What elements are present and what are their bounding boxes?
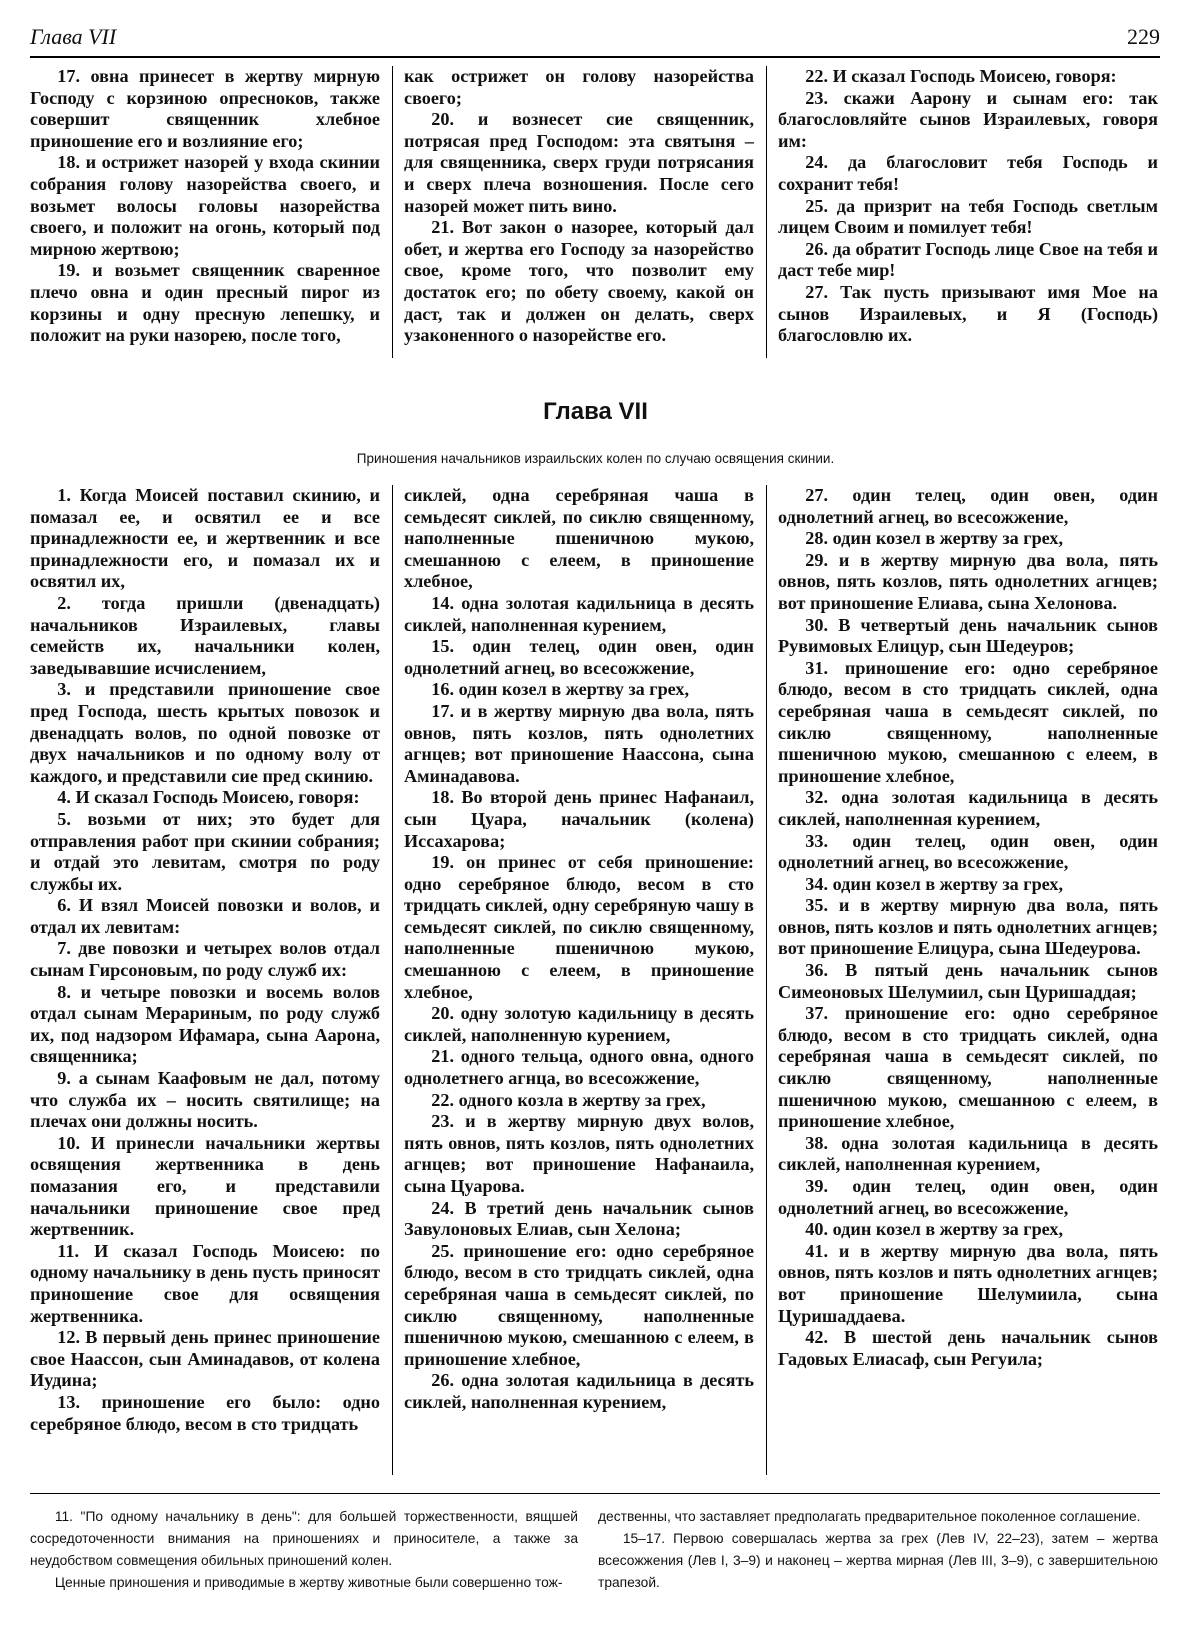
- chapter-summary: Приношения начальников израильских колен по случаю освящения скинии.: [356, 451, 835, 466]
- main-column-1: [30, 485, 380, 1435]
- verse: 39. один телец, один овен, один однолетний агнец, во всесожжение,: [778, 1176, 1158, 1218]
- main-column-2: [404, 485, 754, 1414]
- verse: 17. и в жертву мирную два вола, пять овнов, пять козлов, пять однолетних агнцев; вот приношение Наассона, сына Аминадавова.: [404, 700, 754, 786]
- verse: 3. и представили приношение свое пред Господа, шесть крытых повозок и двенадцать волов, по одной повозке от двух начальников и по одному волу от каждого, и представили сие пред скинию.: [30, 679, 380, 786]
- top-column-1: [30, 66, 380, 347]
- verse: 33. один телец, один овен, один однолетний агнец, во всесожжение,: [778, 830, 1158, 873]
- column-divider: [392, 485, 393, 1475]
- verse: 15. один телец, один овен, один однолетний агнец, во всесожжение,: [404, 636, 754, 678]
- top-column-2: [404, 66, 754, 347]
- verse: 21. одного тельца, одного овна, одного однолетнего агнца, во всесожжение,: [404, 1046, 754, 1089]
- verse: 27. Так пусть призывают имя Мое на сынов Израилевых, и Я (Господь) благословлю их.: [778, 281, 1158, 346]
- verse: 4. И сказал Господь Моисею, говоря:: [57, 787, 360, 808]
- verse: 36. В пятый день начальник сынов Симеоновых Шелумиил, сын Цуришаддая;: [778, 960, 1158, 1002]
- verse-continuation: сиклей, одна серебряная чаша в семьдесят сиклей, по сиклю священному, наполненные пшеничною мукою, смешанною с елеем, в приношение хлебное,: [404, 485, 754, 592]
- verse: 18. Во второй день принес Нафанаил, сын Цуара, начальник (колена) Иссахарова;: [404, 787, 754, 851]
- verse: 38. одна золотая кадильница в десять сиклей, наполненная курением,: [778, 1132, 1158, 1175]
- running-head-chapter: Глава VII: [30, 24, 117, 49]
- verse: 20. и вознесет сие священник, потрясая пред Господом: эта святыня – для священника, сверх груди потрясания и сверх плеча возношения. После сего назорей может пить вино.: [404, 109, 754, 216]
- verse: 40. один козел в жертву за грех,: [805, 1219, 1064, 1240]
- footnote: 15–17. Первою совершалась жертва за грех (Лев IV, 22–23), затем – жертва всесожжения (Лев I, 3–9) и наконец – жертва мирная (Лев III, 3–9), с завершительною трапезой.: [598, 1531, 1158, 1590]
- verse: 2. тогда пришли (двенадцать) начальников Израилевых, главы семейств их, начальники колен, заведывавшие исчислением,: [30, 592, 380, 678]
- verse: 10. И принесли начальники жертвы освящения жертвенника в день помазания его, и представили начальники приношение свое пред жертвенник.: [30, 1132, 380, 1240]
- column-divider: [766, 485, 767, 1475]
- verse: 28. один козел в жертву за грех,: [805, 528, 1064, 549]
- footnotes-left: [30, 1506, 578, 1594]
- verse: 34. один козел в жертву за грех,: [805, 873, 1064, 894]
- verse: 16. один козел в жертву за грех,: [431, 679, 690, 700]
- footnote: Ценные приношения и приводимые в жертву животные были совершенно тож-: [54, 1575, 563, 1590]
- verse: 30. В четвертый день начальник сынов Рувимовых Елицур, сын Шедеуров;: [778, 614, 1158, 657]
- verse: 26. одна золотая кадильница в десять сиклей, наполненная курением,: [404, 1370, 754, 1412]
- column-divider: [392, 66, 393, 358]
- verse: 23. скажи Аарону и сынам его: так благословляйте сынов Израилевых, говоря им:: [778, 87, 1158, 151]
- verse: 12. В первый день принес приношение свое Наассон, сын Аминадавов, от колена Иудина;: [30, 1327, 380, 1391]
- verse: 11. И сказал Господь Моисею: по одному начальнику в день пусть приносят приношение свое для освящения жертвенника.: [30, 1240, 380, 1326]
- verse: 17. овна принесет в жертву мирную Господу с корзиною опресноков, также совершит священник хлебное приношение его и возлияние его;: [30, 66, 380, 151]
- verse: 7. две повозки и четырех волов отдал сынам Гирсоновым, по роду служб их:: [30, 938, 380, 981]
- verse: 25. приношение его: одно серебряное блюдо, весом в сто тридцать сиклей, одна серебряная чаша в семьдесят сиклей, по сиклю священному, наполненные пшеничною мукою, смешанною с елеем, в приношение хлебное,: [404, 1240, 754, 1369]
- verse: 19. он принес от себя приношение: одно серебряное блюдо, весом в сто тридцать сиклей, одну серебряную чашу в семьдесят сиклей, по сиклю священному, наполненные пшеничною мукою, смешанною с елеем, в приношение хлебное,: [404, 852, 754, 1002]
- verse: 21. Вот закон о назорее, который дал обет, и жертва его Господу за назорейство свое, кроме того, что позволит ему достаток его; по обету своему, какой он даст, так и должен он делать, сверх узаконенного о назорействе его.: [404, 217, 754, 346]
- verse: 42. В шестой день начальник сынов Гадовых Елиасаф, сын Регуила;: [778, 1327, 1158, 1369]
- page-number: 229: [1127, 24, 1160, 49]
- top-column-3: [778, 66, 1158, 347]
- verse: 41. и в жертву мирную два вола, пять овнов, пять козлов и пять однолетних агнцев; вот приношение Шелумиила, сына Цуришаддаева.: [778, 1240, 1158, 1326]
- verse: 24. да благословит тебя Господь и сохранит тебя!: [778, 152, 1158, 194]
- verse: 14. одна золотая кадильница в десять сиклей, наполненная курением,: [404, 592, 754, 635]
- verse: 25. да призрит на тебя Господь светлым лицем Своим и помилует тебя!: [778, 195, 1158, 238]
- verse: 23. и в жертву мирную двух волов, пять овнов, пять козлов, пять однолетних агнцев; вот приношение Нафанаила, сына Цуарова.: [404, 1111, 754, 1196]
- verse: 27. один телец, один овен, один однолетний агнец, во всесожжение,: [778, 485, 1158, 527]
- verse: 19. и возьмет священник сваренное плечо овна и один пресный пирог из корзины и одну пресную лепешку, и положит на руки назорею, после того,: [30, 260, 380, 346]
- footnote-continuation: дественны, что заставляет предполагать предварительное поколенное соглашение.: [598, 1509, 1141, 1524]
- verse: 18. и острижет назорей у входа скинии собрания голову назорейства своего, и возьмет волосы головы назорейства своего, и положит на огонь, который под мирною жертвою;: [30, 152, 380, 259]
- verse: 20. одну золотую кадильницу в десять сиклей, наполненную курением,: [404, 1003, 754, 1045]
- column-divider: [766, 66, 767, 358]
- verse: 13. приношение его было: одно серебряное блюдо, весом в сто тридцать: [30, 1391, 380, 1434]
- verse: 32. одна золотая кадильница в десять сиклей, наполненная курением,: [778, 787, 1158, 829]
- footnote-divider: [30, 1493, 1160, 1494]
- main-column-3: [778, 485, 1158, 1370]
- verse: 9. а сынам Каафовым не дал, потому что служба их – носить святилище; на плечах они должны носить.: [30, 1068, 380, 1132]
- verse: 35. и в жертву мирную два вола, пять овнов, пять козлов и пять однолетних агнцев; вот приношение Елицура, сына Шедеурова.: [778, 895, 1158, 959]
- verse: 1. Когда Моисей поставил скинию, и помазал ее, и освятил ее и все принадлежности ее, и жертвенник и все принадлежности его, и помазал их и освятил их,: [30, 485, 380, 592]
- verse-continuation: как острижет он голову назорейства своего;: [404, 66, 754, 108]
- footnotes-right: [598, 1506, 1158, 1594]
- verse: 29. и в жертву мирную два вола, пять овнов, пять козлов, пять однолетних агнцев; вот приношение Елиава, сына Хелонова.: [778, 549, 1158, 613]
- verse: 8. и четыре повозки и восемь волов отдал сынам Мерариным, по роду служб их, под надзором Ифамара, сына Аарона, священника;: [30, 981, 380, 1067]
- verse: 6. И взял Моисей повозки и волов, и отдал их левитам:: [30, 895, 380, 937]
- verse: 22. И сказал Господь Моисею, говоря:: [805, 66, 1117, 86]
- verse: 26. да обратит Господь лице Свое на тебя и даст тебе мир!: [778, 238, 1158, 281]
- chapter-title: Глава VII: [543, 398, 648, 425]
- verse: 5. возьми от них; это будет для отправления работ при скинии собрания; и отдай это левитам, смотря по роду службы их.: [30, 808, 380, 894]
- verse: 31. приношение его: одно серебряное блюдо, весом в сто тридцать сиклей, одна серебряная чаша в семьдесят сиклей, по сиклю священному, наполненные пшеничною мукою, смешанною с елеем, в приношение хлебное,: [778, 657, 1158, 786]
- footnote: 11. "По одному начальнику в день": для большей торжественности, вящшей сосредоточенности внимания на приношениях и приносителе, а также за неудобством совмещения обильных приношений колен.: [30, 1509, 578, 1568]
- verse: 22. одного козла в жертву за грех,: [431, 1089, 706, 1110]
- verse: 24. В третий день начальник сынов Завулоновых Елиав, сын Хелона;: [404, 1197, 754, 1240]
- verse: 37. приношение его: одно серебряное блюдо, весом в сто тридцать сиклей, одна серебряная чаша в семьдесят сиклей, по сиклю священному, наполненные пшеничною мукою, смешанною с елеем, в приношение хлебное,: [778, 1003, 1158, 1132]
- page-header: [30, 22, 1160, 58]
